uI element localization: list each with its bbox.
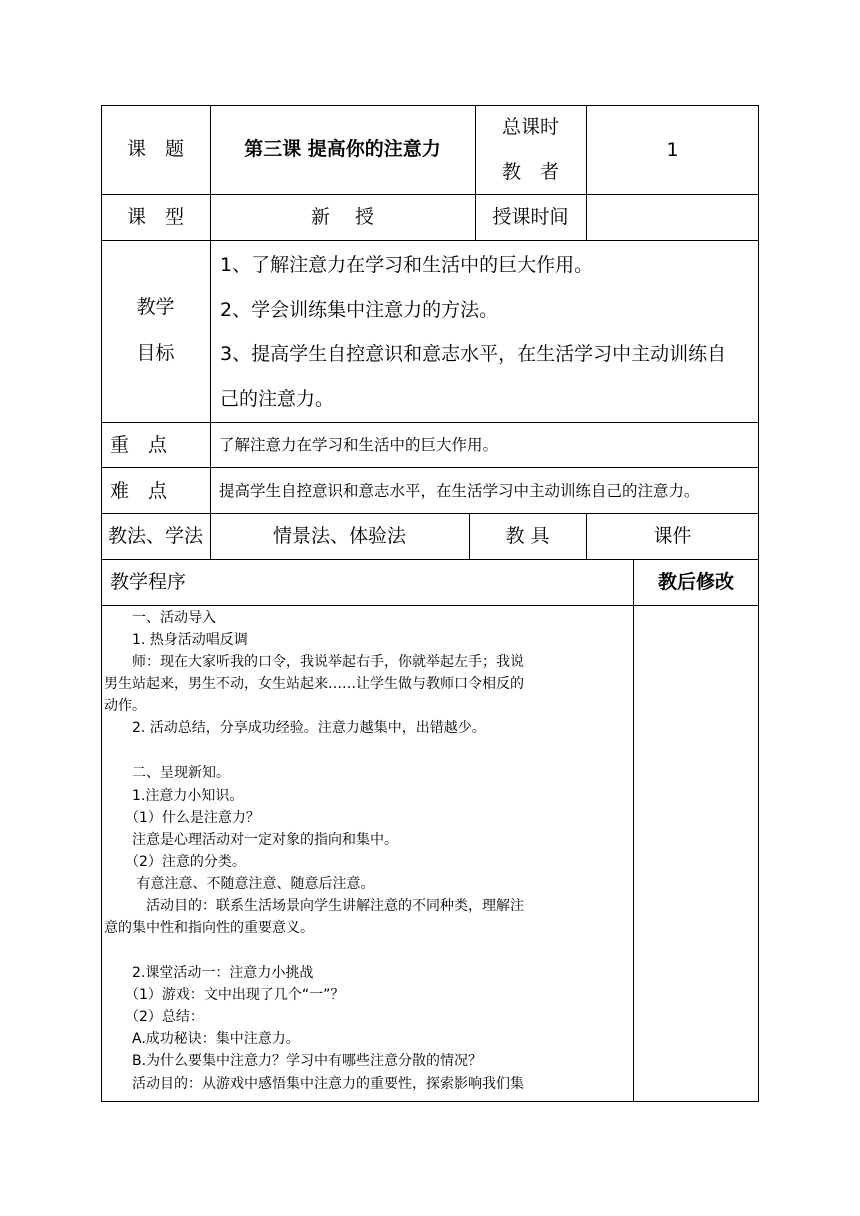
- procedure-line: 一、活动导入: [104, 610, 216, 626]
- procedure-line: 活动目的：从游戏中感悟集中注意力的重要性，探索影响我们集: [104, 1076, 524, 1092]
- topic-label: 课 题: [126, 138, 184, 160]
- method-value: 情景法、体验法: [272, 525, 406, 547]
- procedure-line: 1.注意力小知识。: [104, 788, 244, 804]
- col-divider: [210, 240, 211, 559]
- difficulty-label: 难 点: [110, 480, 168, 502]
- key-points-value: 了解注意力在学习和生活中的巨大作用。: [219, 436, 499, 454]
- procedure-line: 2. 活动总结，分享成功经验。注意力越集中，出错越少。: [104, 720, 486, 736]
- time-label: 授课时间: [492, 206, 569, 228]
- procedure-line: （2）注意的分类。: [104, 854, 246, 870]
- procedure-line: （2）总结：: [104, 1009, 204, 1025]
- procedure-line: 注意是心理活动对一定对象的指向和集中。: [104, 832, 398, 848]
- procedure-line: 男生站起来，男生不动，女生站起来……让学生做与教师口令相反的: [104, 676, 524, 692]
- teacher-label: 教 者: [501, 161, 559, 183]
- procedure-line: 1. 热身活动唱反调: [104, 632, 248, 648]
- total-hours-label: 总课时: [501, 116, 559, 138]
- type-value: 新 授: [310, 206, 375, 228]
- procedure-line: 意的集中性和指向性的重要意义。: [104, 920, 314, 936]
- procedure-label: 教学程序: [110, 571, 187, 593]
- col-divider: [586, 105, 587, 240]
- procedure-line: A.成功秘诀：集中注意力。: [104, 1031, 300, 1047]
- type-label: 课 型: [126, 206, 184, 228]
- procedure-line: 师：现在大家听我的口令，我说举起右手，你就举起左手；我说: [104, 654, 524, 670]
- procedure-line: B.为什么要集中注意力？学习中有哪些注意分散的情况？: [104, 1053, 483, 1069]
- goal-item: 2、学会训练集中注意力的方法。: [220, 299, 499, 321]
- procedure-line: 2.课堂活动一：注意力小挑战: [104, 965, 314, 981]
- difficulty-value: 提高学生自控意识和意志水平，在生活学习中主动训练自己的注意力。: [219, 482, 700, 500]
- row-divider: [101, 240, 759, 241]
- row-divider: [101, 513, 759, 514]
- procedure-line: 有意注意、不随意注意、随意后注意。: [104, 876, 375, 892]
- revision-label: 教后修改: [657, 571, 734, 593]
- col-divider: [633, 559, 634, 1102]
- row-divider: [101, 422, 759, 423]
- goal-item: 3、提高学生自控意识和意志水平，在生活学习中主动训练自: [220, 343, 727, 365]
- goal-item: 1、了解注意力在学习和生活中的巨大作用。: [220, 254, 594, 276]
- procedure-line: （1）什么是注意力？: [104, 810, 260, 826]
- row-divider: [101, 194, 759, 195]
- row-divider: [101, 559, 759, 560]
- procedure-line: 二、呈现新知。: [104, 765, 230, 781]
- goal-label-line1: 教学: [136, 296, 175, 318]
- tools-value: 课件: [653, 525, 692, 547]
- goal-label-line2: 目标: [136, 342, 175, 364]
- goal-item: 己的注意力。: [220, 388, 335, 410]
- lesson-title: 第三课 提高你的注意力: [244, 138, 441, 160]
- procedure-line: 动作。: [104, 698, 146, 714]
- tools-label: 教 具: [505, 525, 550, 547]
- method-label: 教法、学法: [107, 525, 203, 547]
- key-points-label: 重 点: [110, 434, 168, 456]
- total-hours-value: 1: [666, 139, 679, 161]
- row-divider: [101, 467, 759, 468]
- procedure-line: 活动目的：联系生活场景向学生讲解注意的不同种类，理解注: [104, 898, 524, 914]
- procedure-line: （1）游戏：文中出现了几个“一”？: [104, 987, 345, 1003]
- row-divider: [101, 605, 759, 606]
